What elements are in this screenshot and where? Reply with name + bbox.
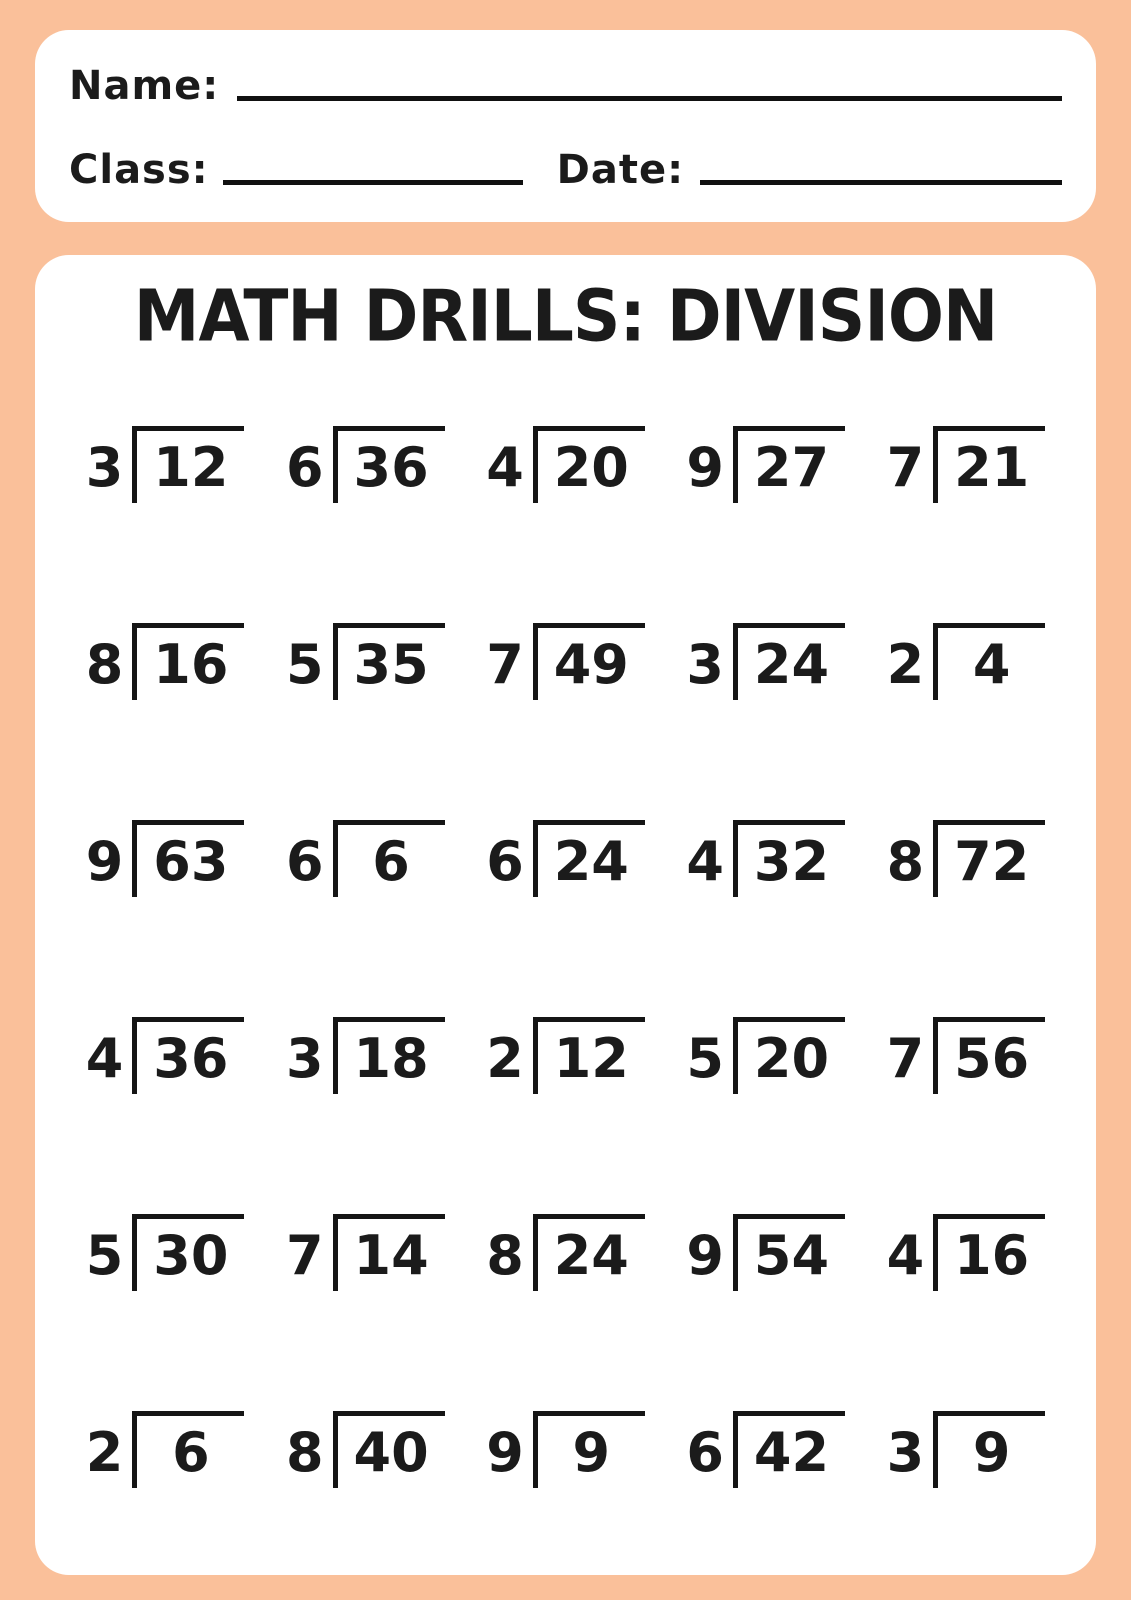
division-problem xyxy=(486,1017,645,1094)
dividend-with-bracket: 20 xyxy=(733,1017,845,1094)
divisor: 9 xyxy=(85,830,124,894)
division-problem xyxy=(486,1214,645,1291)
dividend-with-bracket: 16 xyxy=(933,1214,1045,1291)
divisor: 6 xyxy=(486,830,524,894)
problems-grid xyxy=(65,426,1066,1488)
dividend-with-bracket: 20 xyxy=(533,426,645,503)
divisor: 3 xyxy=(886,1421,925,1485)
divisor: 2 xyxy=(886,633,925,697)
division-problem xyxy=(86,820,245,897)
divisor: 2 xyxy=(486,1027,524,1091)
dividend-with-bracket: 12 xyxy=(132,426,244,503)
division-problem xyxy=(686,1214,845,1291)
dividend-with-bracket: 18 xyxy=(333,1017,445,1094)
header-card xyxy=(35,30,1096,222)
dividend-with-bracket: 24 xyxy=(733,623,845,700)
division-problem xyxy=(686,623,845,700)
divisor: 8 xyxy=(286,1421,324,1485)
divisor: 3 xyxy=(286,1027,324,1091)
dividend-with-bracket: 30 xyxy=(132,1214,244,1291)
dividend-with-bracket: 9 xyxy=(933,1411,1045,1488)
dividend-with-bracket: 72 xyxy=(933,820,1045,897)
division-problem xyxy=(286,1214,445,1291)
divisor: 7 xyxy=(286,1224,324,1288)
dividend-with-bracket: 36 xyxy=(333,426,445,503)
division-problem xyxy=(887,623,1046,700)
division-problem xyxy=(86,1411,245,1488)
division-problem xyxy=(286,1017,445,1094)
divisor: 5 xyxy=(286,633,324,697)
division-problem xyxy=(486,820,645,897)
division-problem xyxy=(286,820,445,897)
divisor: 8 xyxy=(85,633,124,697)
date-field-line[interactable] xyxy=(700,180,1062,185)
divisor: 4 xyxy=(886,1224,925,1288)
division-problem xyxy=(486,623,645,700)
divisor: 3 xyxy=(686,633,724,697)
class-label: Class: xyxy=(69,147,209,193)
dividend-with-bracket: 14 xyxy=(333,1214,445,1291)
dividend-with-bracket: 36 xyxy=(132,1017,244,1094)
dividend-with-bracket: 21 xyxy=(933,426,1045,503)
dividend-with-bracket: 40 xyxy=(333,1411,445,1488)
divisor: 4 xyxy=(486,436,524,500)
division-problem xyxy=(286,426,445,503)
divisor: 5 xyxy=(85,1224,124,1288)
dividend-with-bracket: 35 xyxy=(333,623,445,700)
dividend-with-bracket: 54 xyxy=(733,1214,845,1291)
dividend-with-bracket: 56 xyxy=(933,1017,1045,1094)
divisor: 9 xyxy=(686,1224,724,1288)
divisor: 4 xyxy=(85,1027,124,1091)
name-field-row xyxy=(69,64,1062,108)
divisor: 6 xyxy=(686,1421,724,1485)
division-problem xyxy=(286,1411,445,1488)
dividend-with-bracket: 32 xyxy=(733,820,845,897)
division-problem xyxy=(86,623,245,700)
division-problem xyxy=(887,820,1046,897)
division-problem xyxy=(486,426,645,503)
divisor: 9 xyxy=(486,1421,524,1485)
dividend-with-bracket: 42 xyxy=(733,1411,845,1488)
division-problem xyxy=(887,1411,1046,1488)
division-problem xyxy=(286,623,445,700)
dividend-with-bracket: 16 xyxy=(132,623,244,700)
division-problem xyxy=(686,820,845,897)
dividend-with-bracket: 6 xyxy=(132,1411,244,1488)
divisor: 6 xyxy=(286,436,324,500)
dividend-with-bracket: 4 xyxy=(933,623,1045,700)
dividend-with-bracket: 27 xyxy=(733,426,845,503)
dividend-with-bracket: 24 xyxy=(533,1214,645,1291)
division-problem xyxy=(887,1214,1046,1291)
division-problem xyxy=(86,426,245,503)
divisor: 7 xyxy=(486,633,524,697)
name-field-line[interactable] xyxy=(237,96,1062,101)
date-label: Date: xyxy=(556,147,685,193)
divisor: 8 xyxy=(886,830,925,894)
divisor: 9 xyxy=(686,436,724,500)
dividend-with-bracket: 49 xyxy=(533,623,645,700)
dividend-with-bracket: 12 xyxy=(533,1017,645,1094)
divisor: 4 xyxy=(686,830,724,894)
divisor: 7 xyxy=(886,1027,925,1091)
divisor: 3 xyxy=(85,436,124,500)
division-problem xyxy=(686,1411,845,1488)
divisor: 8 xyxy=(486,1224,524,1288)
dividend-with-bracket: 6 xyxy=(333,820,445,897)
divisor: 6 xyxy=(286,830,324,894)
dividend-with-bracket: 63 xyxy=(132,820,244,897)
class-date-field-row xyxy=(69,148,1062,192)
class-field-line[interactable] xyxy=(223,180,523,185)
name-label: Name: xyxy=(69,63,220,109)
division-problem xyxy=(86,1017,245,1094)
worksheet-title: MATH DRILLS: DIVISION xyxy=(133,274,998,358)
division-problem xyxy=(486,1411,645,1488)
division-problem xyxy=(686,426,845,503)
divisor: 5 xyxy=(686,1027,724,1091)
worksheet-card xyxy=(35,255,1096,1575)
division-problem xyxy=(887,1017,1046,1094)
divisor: 7 xyxy=(886,436,925,500)
division-problem xyxy=(86,1214,245,1291)
dividend-with-bracket: 9 xyxy=(533,1411,645,1488)
divisor: 2 xyxy=(85,1421,124,1485)
division-problem xyxy=(887,426,1046,503)
dividend-with-bracket: 24 xyxy=(533,820,645,897)
division-problem xyxy=(686,1017,845,1094)
